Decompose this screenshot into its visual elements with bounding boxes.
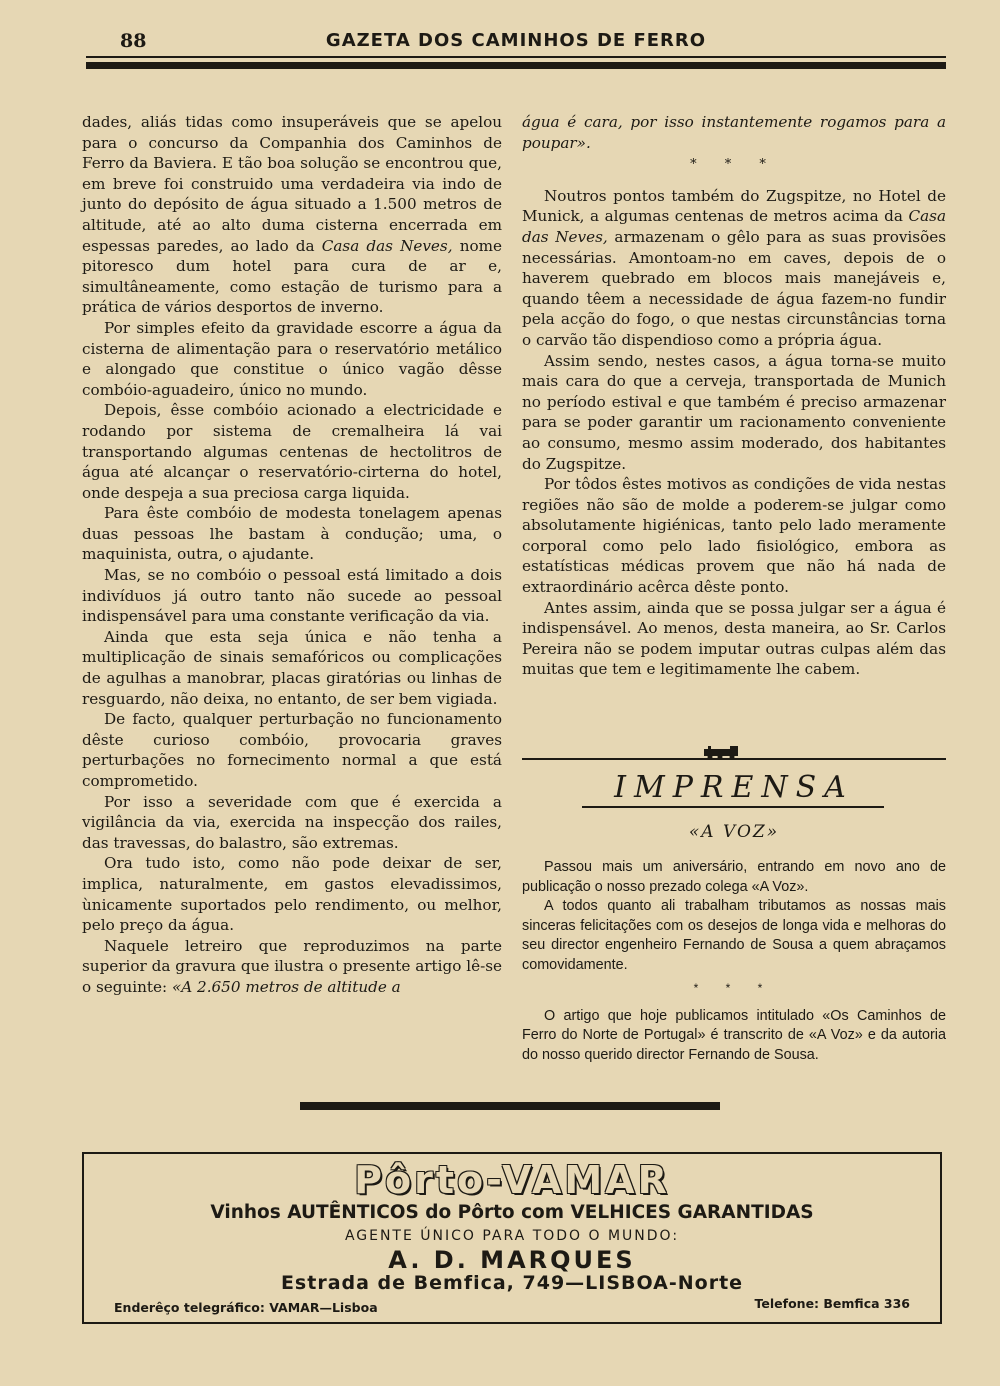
- paragraph: Passou mais um aniversário, entrando em novo ano de publicação o nosso prezado colega «A Voz».: [522, 859, 946, 895]
- left-column: [82, 112, 502, 998]
- voz-subtitle: «A VOZ»: [688, 822, 780, 842]
- ad-agent-label: AGENTE ÚNICO PARA TODO O MUNDO:: [344, 1228, 680, 1244]
- ad-brand: Pôrto-VAMAR: [354, 1158, 670, 1202]
- header-rule-thick: [86, 62, 946, 69]
- paragraph: Mas, se no combóio o pessoal está limitado a dois indivíduos já outro tanto não sucede ao pessoal indispensável para uma constante verificação da via.: [82, 566, 502, 626]
- paragraph: A todos quanto ali trabalham tributamos as nossas mais sinceras felicitações com os desejos de longa vida e melhoras do seu director engenheiro Fernando de Sousa a quem abraçamos comovidamente.: [522, 898, 946, 973]
- imprensa-underline: [582, 806, 884, 808]
- paragraph: água é cara, por isso instantemente rogamos para a poupar».: [522, 113, 946, 152]
- paragraph: Antes assim, ainda que se possa julgar ser a água é indispensável. Ao menos, desta maneira, ao Sr. Carlos Pereira não se podem imputar outras culpas além das muitas que tem e legitimamente lhe cabem.: [522, 598, 946, 679]
- header-rule-thin: [86, 56, 946, 58]
- ad-agent-name: A. D. MARQUES: [388, 1246, 636, 1274]
- paragraph: De facto, qualquer perturbação no funcionamento dêste curioso combóio, provocaria graves perturbações no fornecimento normal a que está comprometido.: [82, 710, 502, 790]
- page-header: [86, 30, 946, 54]
- paragraph: Por tôdos êstes motivos as condições de vida nestas regiões não são de molde a poderem-se julgar como absolutamente higiénicas, tanto pelo lado meramente corporal como pelo lado fisiológico, embora as estatísticas médicas provem que não há nada de extraordinário acêrca dêste ponto.: [522, 475, 946, 597]
- paragraph: dades, aliás tidas como insuperáveis que se apelou para o concurso da Companhia dos Caminhos de Ferro da Baviera. E tão boa solução se encontrou que, em breve foi construido uma verdadeira via indo de junto do depósito de água situado a 1.500 metros de altitude, até ao alto duma cisterna encerrada em espessas paredes, ao lado da Casa das Neves, nome pitoresco dum hotel para cura de ar e, simultâneamente, como estação de turismo para a prática de vários desportos de inverno.: [82, 113, 503, 317]
- paragraph: Ora tudo isto, como não pode deixar de ser, implica, naturalmente, em gastos elevadissimos, ùnicamente suportados pelo rendimento, ou melhor, pelo preço da água.: [82, 854, 502, 935]
- paragraph: Noutros pontos também do Zugspitze, no Hotel de Munick, a algumas centenas de metros acima da Casa das Neves, armazenam o gêlo para as suas provisões necessárias. Amontoam-no em caves, depois de o haverem quebrado em blocos mais manejáveis e, quando têem a necessidade de água fazem-no fundir pela acção do fogo, o que nestas circunstâncias torna o carvão tão dispendioso como a própria água.: [522, 186, 946, 349]
- ad-address: Estrada de Bemfica, 749—LISBOA-Norte: [280, 1272, 744, 1294]
- paragraph: Naquele letreiro que reproduzimos na parte superior da gravura que ilustra o presente artigo lê-se o seguinte: «A 2.650 metros de altitude a: [82, 936, 502, 996]
- paragraph: Para êste combóio de modesta tonelagem apenas duas pessoas lhe bastam à condução; uma, o maquinista, outra, o ajudante.: [82, 504, 502, 564]
- paragraph: O artigo que hoje publicamos intitulado «Os Caminhos de Ferro do Norte de Portugal» é transcrito de «A Voz» e da autoria do nosso querido director Fernando de Sousa.: [522, 1007, 946, 1063]
- locomotive-icon: [700, 746, 744, 760]
- section-stars: * * *: [693, 981, 775, 995]
- running-title: GAZETA DOS CAMINHOS DE FERRO: [325, 30, 707, 51]
- paragraph: Ainda que esta seja única e não tenha a multiplicação de sinais semafóricos ou complicações de agulhas a manobrar, placas giratórias ou linhas de resguardo, não deixa, no entanto, de ser bem vigiada.: [82, 627, 502, 708]
- paragraph: Depois, êsse combóio acionado a electricidade e rodando por sistema de cremalheira lá vai transportando algumas centenas de hectolitros de água até alcançar o reservatório-cirterna do hotel, onde despeja a sua preciosa carga liquida.: [82, 401, 502, 502]
- paragraph: Assim sendo, nestes casos, a água torna-se muito mais cara do que a cerveja, transportada de Munich no período estival e que também é preciso armazenar para se poder garantir um racionamento conveniente ao consumo, mesmo assim moderado, dos habitantes do Zugspitze.: [522, 351, 946, 473]
- paragraph: Por simples efeito da gravidade escorre a água da cisterna de alimentação para o reservatório metálico e alongado que constitue o único vagão dêsse combóio-aguadeiro, único no mundo.: [82, 318, 502, 399]
- bottom-rule: [300, 1102, 720, 1110]
- paragraph: Por isso a severidade com que é exercida a vigilância da via, exercida na inspecção dos railes, das travessas, do balastro, são extremas.: [82, 792, 502, 852]
- ad-telegraph: Enderêço telegráfico: VAMAR—Lisboa: [114, 1300, 378, 1315]
- ad-tagline: Vinhos AUTÊNTICOS do Pôrto com VELHICES GARANTIDAS: [210, 1202, 814, 1223]
- right-column: [522, 112, 946, 680]
- imprensa-title: IMPRENSA: [614, 770, 854, 805]
- advertisement-box: [82, 1152, 942, 1324]
- page-number: 88: [120, 30, 147, 52]
- ad-phone: Telefone: Bemfica 336: [754, 1296, 910, 1311]
- imprensa-body: [522, 858, 946, 1065]
- section-stars: * * *: [690, 157, 778, 173]
